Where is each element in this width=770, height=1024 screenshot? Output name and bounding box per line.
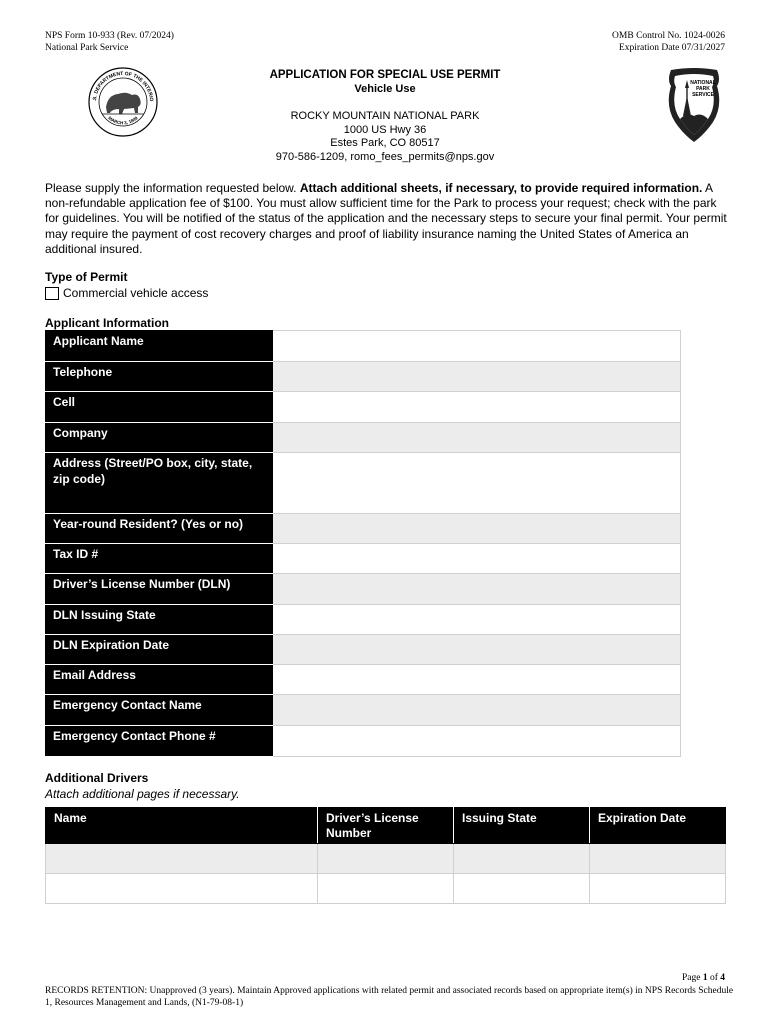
address-input[interactable]	[273, 453, 681, 514]
park-address	[0, 110, 770, 164]
table-row	[46, 695, 681, 726]
instructions-paragraph: Please supply the information requested below. Attach additional sheets, if necessary, to provide required information. A non-refundable application fee of $100. You must allow sufficient time for the Park to process your request; check with the park for guidelines. You will be notified of the status of the application and the necessary steps to secure your final permit. Your permit may require the payment of cost recovery charges and proof of liability insurance naming the United States of America an additional insured.	[45, 181, 727, 256]
company-input[interactable]	[273, 423, 681, 453]
svg-text:U.S. DEPARTMENT OF THE INTERIO: .S. DEPARTMENT OF THE INTERIO	[91, 70, 155, 102]
telephone-input[interactable]	[273, 362, 681, 392]
dln-expiration-input[interactable]	[273, 635, 681, 665]
table-row	[46, 665, 681, 695]
table-row	[46, 605, 681, 635]
field-label: Company	[46, 423, 273, 453]
form-header-right	[612, 30, 725, 54]
field-label: Address (Street/PO box, city, state, zip code)	[46, 453, 273, 514]
tax-id-input[interactable]	[273, 544, 681, 574]
table-row	[46, 392, 681, 423]
table-row	[46, 544, 681, 574]
records-retention-note: RECORDS RETENTION: Unapproved (3 years). Maintain Approved applications with related permit and associated records based on appropriate item(s) in NPS Records Schedule 1, Resources Management and Lands, (N1-79-08-1)	[45, 986, 734, 1008]
commercial-vehicle-checkbox[interactable]	[45, 287, 59, 300]
table-row	[46, 362, 681, 392]
cell-input[interactable]	[273, 392, 681, 423]
driver-dln-input[interactable]	[318, 874, 454, 904]
permit-type-heading: Type of Permit	[45, 270, 128, 284]
emergency-contact-name-input[interactable]	[273, 695, 681, 726]
applicant-info-heading: Applicant Information	[45, 316, 169, 330]
field-label: Cell	[46, 392, 273, 423]
driver-state-input[interactable]	[454, 844, 590, 874]
park-name: ROCKY MOUNTAIN NATIONAL PARK	[290, 110, 480, 122]
field-label: Driver’s License Number (DLN)	[46, 574, 273, 605]
column-header-name: Name	[46, 808, 318, 844]
driver-dln-input[interactable]	[318, 844, 454, 874]
applicant-info-table	[45, 330, 681, 757]
table-row	[46, 423, 681, 453]
form-header-left	[45, 30, 174, 54]
table-row	[46, 574, 681, 605]
form-subtitle: Vehicle Use	[354, 83, 416, 95]
form-title: APPLICATION FOR SPECIAL USE PERMIT	[269, 69, 501, 81]
applicant-name-input[interactable]	[273, 331, 681, 362]
column-header-issuing-state: Issuing State	[454, 808, 590, 844]
permit-type-option	[45, 286, 208, 300]
year-round-resident-input[interactable]	[273, 514, 681, 544]
additional-drivers-note: Attach additional pages if necessary.	[45, 787, 240, 801]
email-input[interactable]	[273, 665, 681, 695]
emergency-contact-phone-input[interactable]	[273, 726, 681, 757]
form-number: NPS Form 10-933 (Rev. 07/2024)	[45, 31, 174, 41]
dln-input[interactable]	[273, 574, 681, 605]
driver-expiration-input[interactable]	[590, 844, 726, 874]
field-label: Tax ID #	[46, 544, 273, 574]
column-header-dln: Driver’s License Number	[318, 808, 454, 844]
table-row	[46, 514, 681, 544]
table-row	[46, 726, 681, 757]
svg-text:PARK: PARK	[696, 86, 710, 92]
field-label: Email Address	[46, 665, 273, 695]
additional-drivers-heading: Additional Drivers	[45, 771, 149, 785]
table-row	[46, 874, 726, 904]
table-row	[46, 331, 681, 362]
field-label: Applicant Name	[46, 331, 273, 362]
table-row	[46, 453, 681, 514]
driver-expiration-input[interactable]	[590, 874, 726, 904]
agency-name: National Park Service	[45, 43, 129, 53]
omb-control-number: OMB Control No. 1024-0026	[612, 31, 725, 41]
commercial-vehicle-label: Commercial vehicle access	[63, 286, 209, 300]
driver-state-input[interactable]	[454, 874, 590, 904]
field-label: DLN Expiration Date	[46, 635, 273, 665]
field-label: Emergency Contact Phone #	[46, 726, 273, 757]
table-row	[46, 635, 681, 665]
park-city: Estes Park, CO 80517	[330, 137, 440, 149]
dln-issuing-state-input[interactable]	[273, 605, 681, 635]
park-contact: 970-586-1209, romo_fees_permits@nps.gov	[275, 150, 495, 163]
column-header-expiration: Expiration Date	[590, 808, 726, 844]
title-block	[0, 68, 770, 164]
field-label: DLN Issuing State	[46, 605, 273, 635]
svg-text:MARCH 3, 1849: MARCH 3, 1849	[107, 115, 139, 126]
additional-drivers-table	[45, 807, 726, 904]
field-label: Telephone	[46, 362, 273, 392]
expiration-date: Expiration Date 07/31/2027	[618, 43, 725, 53]
field-label: Year-round Resident? (Yes or no)	[46, 514, 273, 544]
driver-name-input[interactable]	[46, 844, 318, 874]
svg-text:SERVICE: SERVICE	[692, 92, 714, 98]
table-row	[46, 844, 726, 874]
park-street: 1000 US Hwy 36	[343, 123, 427, 136]
svg-text:NATIONAL: NATIONAL	[690, 80, 716, 86]
table-header-row	[46, 808, 726, 844]
page-number: Page 1 of 4	[681, 973, 725, 983]
field-label: Emergency Contact Name	[46, 695, 273, 726]
driver-name-input[interactable]	[46, 874, 318, 904]
